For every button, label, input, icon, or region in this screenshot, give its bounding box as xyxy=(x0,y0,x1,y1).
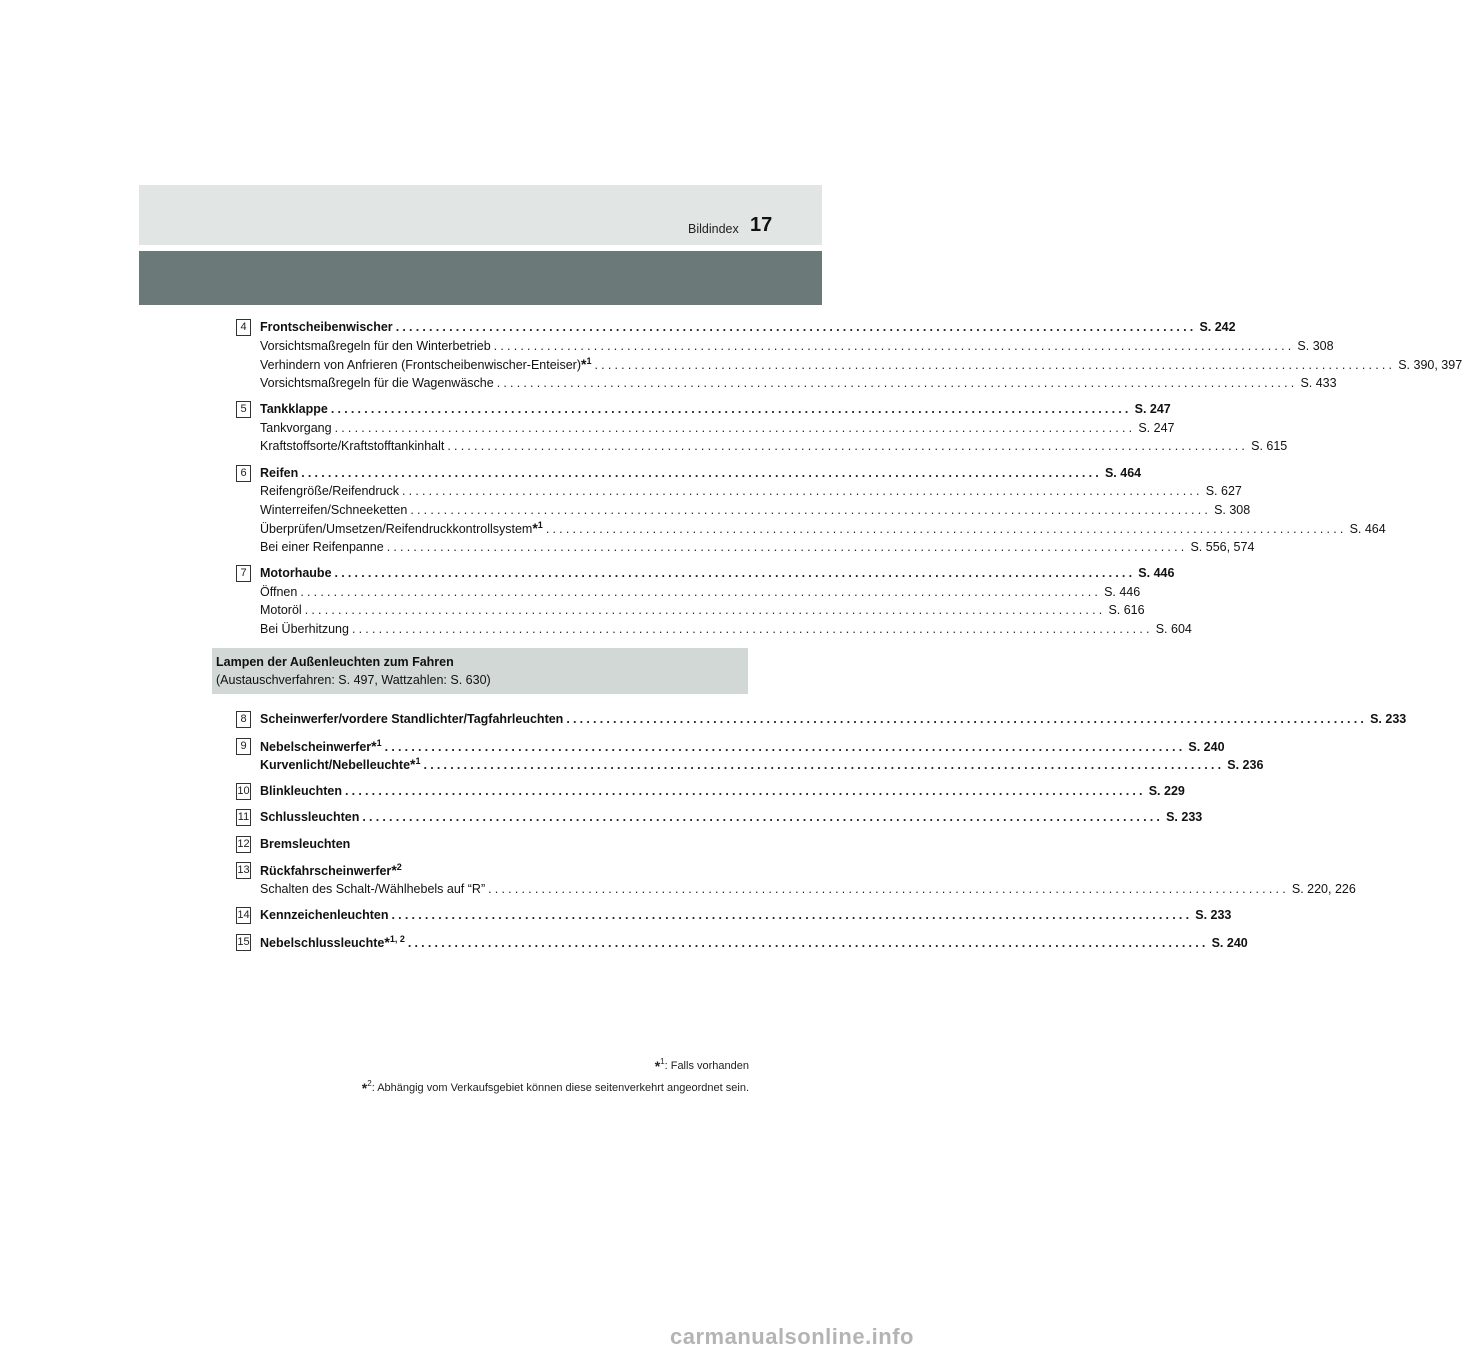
entry-label xyxy=(260,861,402,881)
index-heading[interactable] xyxy=(260,710,1407,729)
dot-leader: ........................................................................................................................ xyxy=(447,439,1249,453)
entry-text: Nebelscheinwerfer xyxy=(260,739,372,754)
page-reference[interactable]: S. 233 xyxy=(1195,908,1232,922)
watermark: carmanualsonline.info xyxy=(670,1324,914,1349)
index-entry[interactable] xyxy=(260,501,1251,520)
page-reference[interactable]: S. 236 xyxy=(1227,758,1264,772)
page-reference[interactable]: S. 233 xyxy=(1370,712,1407,726)
entry-label xyxy=(260,782,342,801)
footnote xyxy=(362,1080,749,1096)
header-band xyxy=(139,251,822,305)
entry-label xyxy=(260,337,491,356)
item-number-badge: 12 xyxy=(236,836,251,853)
index-content xyxy=(216,318,1462,959)
entry-text: Tankvorgang xyxy=(260,420,332,435)
page-reference[interactable]: S. 233 xyxy=(1166,810,1203,824)
lamps-callout xyxy=(212,648,748,694)
footnote-ref: 1 xyxy=(586,356,592,366)
index-heading[interactable] xyxy=(260,564,1175,583)
page-reference[interactable]: S. 247 xyxy=(1134,402,1171,416)
entry-label xyxy=(260,464,298,483)
dot-leader: ........................................................................................................................ xyxy=(545,522,1347,536)
index-heading[interactable] xyxy=(260,808,1203,827)
entry-label xyxy=(260,808,359,827)
page-reference[interactable]: S. 308 xyxy=(1297,338,1334,353)
index-item-group xyxy=(236,835,724,854)
dot-leader: ........................................................................................................................ xyxy=(594,358,1396,372)
entry-text: Motoröl xyxy=(260,603,302,617)
page-reference[interactable]: S. 604 xyxy=(1155,621,1192,636)
entry-label xyxy=(260,538,384,557)
entry-label xyxy=(260,880,485,899)
entry-label xyxy=(260,933,405,953)
item-number-badge: 5 xyxy=(236,401,251,418)
index-entry[interactable] xyxy=(260,437,1288,456)
entry-text: Nebelschlussleuchte xyxy=(260,935,385,950)
page-reference[interactable]: S. 247 xyxy=(1138,420,1175,435)
entry-text: Schlussleuchten xyxy=(260,810,360,824)
index-entry[interactable] xyxy=(260,583,1141,602)
page-reference[interactable]: S. 615 xyxy=(1251,439,1288,453)
entry-text: Verhindern von Anfrieren (Frontscheibenwischer-Enteiser) xyxy=(260,358,581,372)
index-entry[interactable] xyxy=(260,337,1334,356)
index-entry[interactable] xyxy=(260,482,1242,501)
page-reference[interactable]: S. 240 xyxy=(1188,739,1225,754)
footnote-text: : Falls vorhanden xyxy=(664,1060,749,1072)
entry-text: Winterreifen/Schneeketten xyxy=(260,502,408,517)
entry-text: Tankklappe xyxy=(260,402,328,416)
entry-label xyxy=(260,355,591,375)
index-item-group xyxy=(236,318,1462,392)
section-title: Bildindex xyxy=(688,222,739,236)
index-entry[interactable] xyxy=(260,355,1462,374)
index-heading[interactable] xyxy=(260,318,1236,337)
entry-label xyxy=(260,419,332,438)
index-item-group xyxy=(236,782,1185,801)
footnotes xyxy=(362,1058,749,1102)
page-reference[interactable]: S. 446 xyxy=(1104,584,1141,599)
entry-label xyxy=(260,835,350,854)
dot-leader: ........................................................................................................................ xyxy=(496,375,1298,390)
item-number-badge: 11 xyxy=(236,809,251,826)
index-item-group xyxy=(236,710,1407,729)
footnote-star: * xyxy=(371,737,377,754)
header-bar xyxy=(139,185,822,245)
dot-leader: ........................................................................................................................ xyxy=(334,420,1136,435)
index-heading[interactable] xyxy=(260,861,724,880)
index-entry[interactable] xyxy=(260,419,1175,438)
page-reference[interactable]: S. 229 xyxy=(1148,783,1185,798)
footnote xyxy=(362,1058,749,1074)
entry-label xyxy=(260,437,444,456)
index-entry[interactable] xyxy=(260,880,1356,899)
index-entry[interactable] xyxy=(260,374,1337,393)
page-reference[interactable]: S. 627 xyxy=(1205,484,1242,498)
entry-label xyxy=(260,755,421,775)
entry-label xyxy=(260,501,407,520)
index-list-lamps xyxy=(236,710,1407,951)
index-item-group xyxy=(236,737,1264,774)
item-number-badge: 8 xyxy=(236,711,251,728)
page-reference[interactable]: S. 464 xyxy=(1349,522,1386,536)
dot-leader: ........................................................................................................................ xyxy=(300,584,1102,599)
dot-leader: ........................................................................................................................ xyxy=(362,810,1164,824)
entry-label xyxy=(260,318,393,337)
dot-leader: ........................................................................................................................ xyxy=(384,739,1186,754)
footnote-ref: 1, 2 xyxy=(389,933,405,944)
page-reference[interactable]: S. 240 xyxy=(1211,935,1248,950)
entry-label xyxy=(260,601,302,620)
dot-leader: ........................................................................................................................ xyxy=(351,621,1153,636)
entry-text: Blinkleuchten xyxy=(260,783,342,798)
entry-text: Reifengröße/Reifendruck xyxy=(260,484,399,498)
entry-label xyxy=(260,564,332,583)
footnote-star: * xyxy=(532,520,538,536)
index-heading[interactable] xyxy=(260,933,1248,952)
callout-subtitle: (Austauschverfahren: S. 497, Wattzahlen: S. 630) xyxy=(216,673,491,687)
footnote-ref: 1 xyxy=(415,756,421,766)
entry-text: Scheinwerfer/vordere Standlichter/Tagfahrleuchten xyxy=(260,712,564,726)
page-reference[interactable]: S. 464 xyxy=(1104,465,1142,480)
item-number-badge: 7 xyxy=(236,565,251,582)
dot-leader: ........................................................................................................................ xyxy=(334,566,1136,580)
index-heading[interactable] xyxy=(260,737,1225,756)
index-heading[interactable] xyxy=(260,400,1171,419)
dot-leader: ........................................................................................................................ xyxy=(301,465,1102,480)
entry-label xyxy=(260,519,543,539)
entry-text: Bei Überhitzung xyxy=(260,621,349,636)
dot-leader: ........................................................................................................................ xyxy=(407,935,1209,950)
entry-label xyxy=(260,906,389,925)
dot-leader: ........................................................................................................................ xyxy=(423,758,1225,772)
footnote-ref: 1 xyxy=(537,520,543,530)
index-item-group xyxy=(236,564,1192,638)
page-reference[interactable]: S. 308 xyxy=(1214,502,1251,517)
entry-text: Vorsichtsmaßregeln für den Winterbetrieb xyxy=(260,338,491,353)
entry-text: Kurvenlicht/Nebelleuchte xyxy=(260,758,411,772)
dot-leader: ........................................................................................................................ xyxy=(391,908,1193,922)
dot-leader: ........................................................................................................................ xyxy=(395,320,1197,334)
item-number-badge: 14 xyxy=(236,907,251,924)
page-reference[interactable]: S. 390, 397 xyxy=(1398,358,1462,372)
footnote-number: 1 xyxy=(660,1057,665,1066)
entry-label xyxy=(260,583,297,602)
index-heading[interactable] xyxy=(260,782,1185,801)
dot-leader: ........................................................................................................................ xyxy=(386,539,1188,554)
index-entry[interactable] xyxy=(260,519,1386,538)
item-number-badge: 4 xyxy=(236,319,251,336)
index-heading[interactable] xyxy=(260,835,724,854)
entry-text: Frontscheibenwischer xyxy=(260,320,393,334)
footnote-ref: 1 xyxy=(376,737,382,748)
entry-text: Schalten des Schalt-/Wählhebels auf “R” xyxy=(260,881,486,896)
index-heading[interactable] xyxy=(260,755,1264,774)
page-reference[interactable]: S. 220, 226 xyxy=(1291,881,1356,896)
entry-label xyxy=(260,482,399,501)
dot-leader: ........................................................................................................................ xyxy=(330,402,1132,416)
entry-text: Kraftstoffsorte/Kraftstofftankinhalt xyxy=(260,439,445,453)
index-entry[interactable] xyxy=(260,601,1145,620)
entry-label xyxy=(260,737,382,757)
footnote-star: * xyxy=(410,756,416,772)
footnote-star: * xyxy=(654,1058,661,1074)
index-entry[interactable] xyxy=(260,538,1255,557)
dot-leader: ........................................................................................................................ xyxy=(344,783,1146,798)
index-item-group xyxy=(236,906,1232,925)
dot-leader: ........................................................................................................................ xyxy=(401,484,1203,498)
entry-label xyxy=(260,620,349,639)
entry-text: Vorsichtsmaßregeln für die Wagenwäsche xyxy=(260,375,494,390)
entry-text: Rückfahrscheinwerfer xyxy=(260,864,392,878)
item-number-badge: 15 xyxy=(236,934,251,951)
index-heading[interactable] xyxy=(260,464,1142,483)
footnote-number: 2 xyxy=(367,1079,372,1088)
entry-text: Öffnen xyxy=(260,584,298,599)
entry-text: Bremsleuchten xyxy=(260,836,351,851)
page-reference[interactable]: S. 446 xyxy=(1138,566,1175,580)
dot-leader: ........................................................................................................................ xyxy=(304,603,1106,617)
footnote-ref: 2 xyxy=(396,862,402,872)
item-number-badge: 9 xyxy=(236,738,251,755)
dot-leader: ........................................................................................................................ xyxy=(493,338,1295,353)
item-number-badge: 6 xyxy=(236,465,251,482)
entry-text: Kennzeichenleuchten xyxy=(260,908,389,922)
index-heading[interactable] xyxy=(260,906,1232,925)
footnote-text: : Abhängig vom Verkaufsgebiet können diese seitenverkehrt angeordnet sein. xyxy=(371,1082,749,1094)
entry-label xyxy=(260,400,328,419)
entry-text: Bei einer Reifenpanne xyxy=(260,539,384,554)
entry-text: Überprüfen/Umsetzen/Reifendruckkontrollsystem xyxy=(260,522,533,536)
footnote-star: * xyxy=(391,862,397,878)
footnote-star: * xyxy=(384,933,390,950)
item-number-badge: 10 xyxy=(236,783,251,800)
index-item-group xyxy=(236,400,1288,456)
dot-leader: ........................................................................................................................ xyxy=(566,712,1368,726)
entry-text: Reifen xyxy=(260,465,299,480)
dot-leader: ........................................................................................................................ xyxy=(488,881,1289,896)
entry-label xyxy=(260,374,494,393)
page-reference[interactable]: S. 242 xyxy=(1199,320,1236,334)
page-reference[interactable]: S. 433 xyxy=(1300,375,1337,390)
item-number-badge: 13 xyxy=(236,862,251,879)
dot-leader: ........................................................................................................................ xyxy=(410,502,1212,517)
footnote-star: * xyxy=(361,1080,368,1096)
callout-title: Lampen der Außenleuchten zum Fahren xyxy=(216,655,454,669)
index-item-group xyxy=(236,861,1356,898)
entry-text: Motorhaube xyxy=(260,566,332,580)
index-list-top xyxy=(236,318,1462,638)
page-reference[interactable]: S. 556, 574 xyxy=(1190,539,1255,554)
index-entry[interactable] xyxy=(260,620,1192,639)
page-number: 17 xyxy=(750,214,773,236)
index-item-group xyxy=(236,464,1386,557)
index-item-group xyxy=(236,808,1203,827)
index-item-group xyxy=(236,933,1248,952)
entry-label xyxy=(260,710,563,729)
footnote-star: * xyxy=(581,356,587,372)
page-reference[interactable]: S. 616 xyxy=(1108,603,1145,617)
